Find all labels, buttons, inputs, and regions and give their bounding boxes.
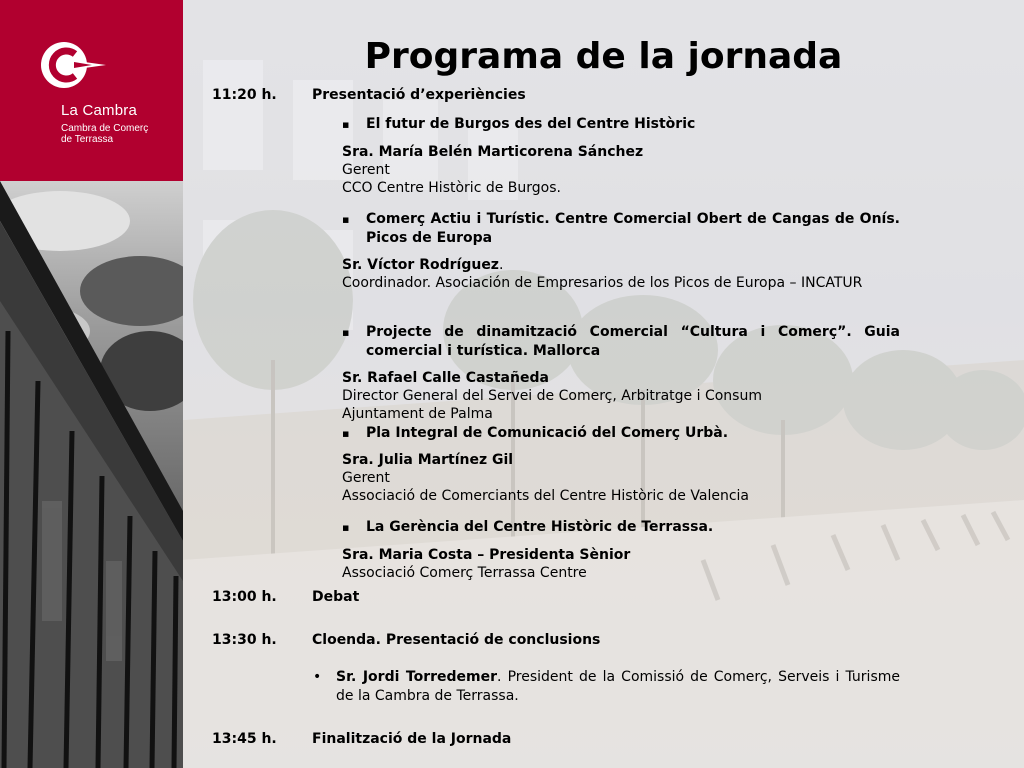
brand-panel [0,0,183,181]
cambra-logo-icon [40,40,106,92]
square-bullet-icon: ▪ [342,427,350,440]
speaker-name: Sr. Víctor Rodríguez [342,257,499,273]
building-photo [0,181,183,768]
brand-subtitle: de Terrassa [61,134,114,145]
page-title: Programa de la jornada [364,36,843,77]
round-bullet-icon: • [313,669,322,685]
speaker-block [342,369,900,423]
speaker-role: Gerent [342,470,390,486]
agenda-time: 13:45 h. [212,731,277,747]
square-bullet-icon: ▪ [342,213,350,226]
speaker-role: Director General del Servei de Comerç, Arbitratge i Consum [342,388,762,404]
agenda-time: 13:30 h. [212,632,277,648]
speaker-role: Gerent [342,162,390,178]
speaker-org: CCO Centre Històric de Burgos. [342,180,561,196]
speaker-block [342,256,900,292]
agenda-time: 11:20 h. [212,87,277,103]
speaker-name: Sra. Maria Costa – Presidenta Sènior [342,547,631,563]
talk-title: La Gerència del Centre Històric de Terrassa. [366,519,714,535]
agenda-heading: Debat [312,589,360,605]
speaker-role: Coordinador. Asociación de Empresarios de los Picos de Europa – INCATUR [342,275,863,291]
agenda-heading: Cloenda. Presentació de conclusions [312,632,601,648]
speaker-name: Sra. María Belén Marticorena Sánchez [342,144,644,160]
talk-title: El futur de Burgos des del Centre Històric [366,116,696,132]
square-bullet-icon: ▪ [342,326,350,339]
speaker-description: . President de la Comissió de Comerç, Serveis i Turisme de la Cambra de Terrassa. [336,669,900,704]
agenda-heading: Presentació d’experiències [312,87,526,103]
talk-title: Pla Integral de Comunicació del Comerç Urbà. [366,425,729,441]
speaker-org: Ajuntament de Palma [342,406,493,422]
speaker-name: Sr. Jordi Torredemer [336,669,498,685]
speaker-org: Associació Comerç Terrassa Centre [342,565,587,581]
square-bullet-icon: ▪ [342,521,350,534]
speaker-block [342,546,900,582]
speaker-name-suffix: . [498,257,504,273]
talk-title: Projecte de dinamització Comercial “Cultura i Comerç”. Guia comercial i turística. Mallorca [366,324,900,359]
agenda-time: 13:00 h. [212,589,277,605]
speaker-name: Sra. Julia Martínez Gil [342,452,514,468]
agenda-heading: Finalització de la Jornada [312,731,512,747]
speaker-block [342,451,900,505]
speaker-name: Sr. Rafael Calle Castañeda [342,370,549,386]
brand-name: La Cambra [61,102,138,119]
speaker-block [342,143,900,197]
talk-title: Comerç Actiu i Turístic. Centre Comercial Obert de Cangas de Onís. Picos de Europa [366,211,900,246]
brand-subtitle: Cambra de Comerç [61,123,149,134]
speaker-org: Associació de Comerciants del Centre Històric de Valencia [342,488,749,504]
closing-speaker [336,668,900,706]
square-bullet-icon: ▪ [342,118,350,131]
